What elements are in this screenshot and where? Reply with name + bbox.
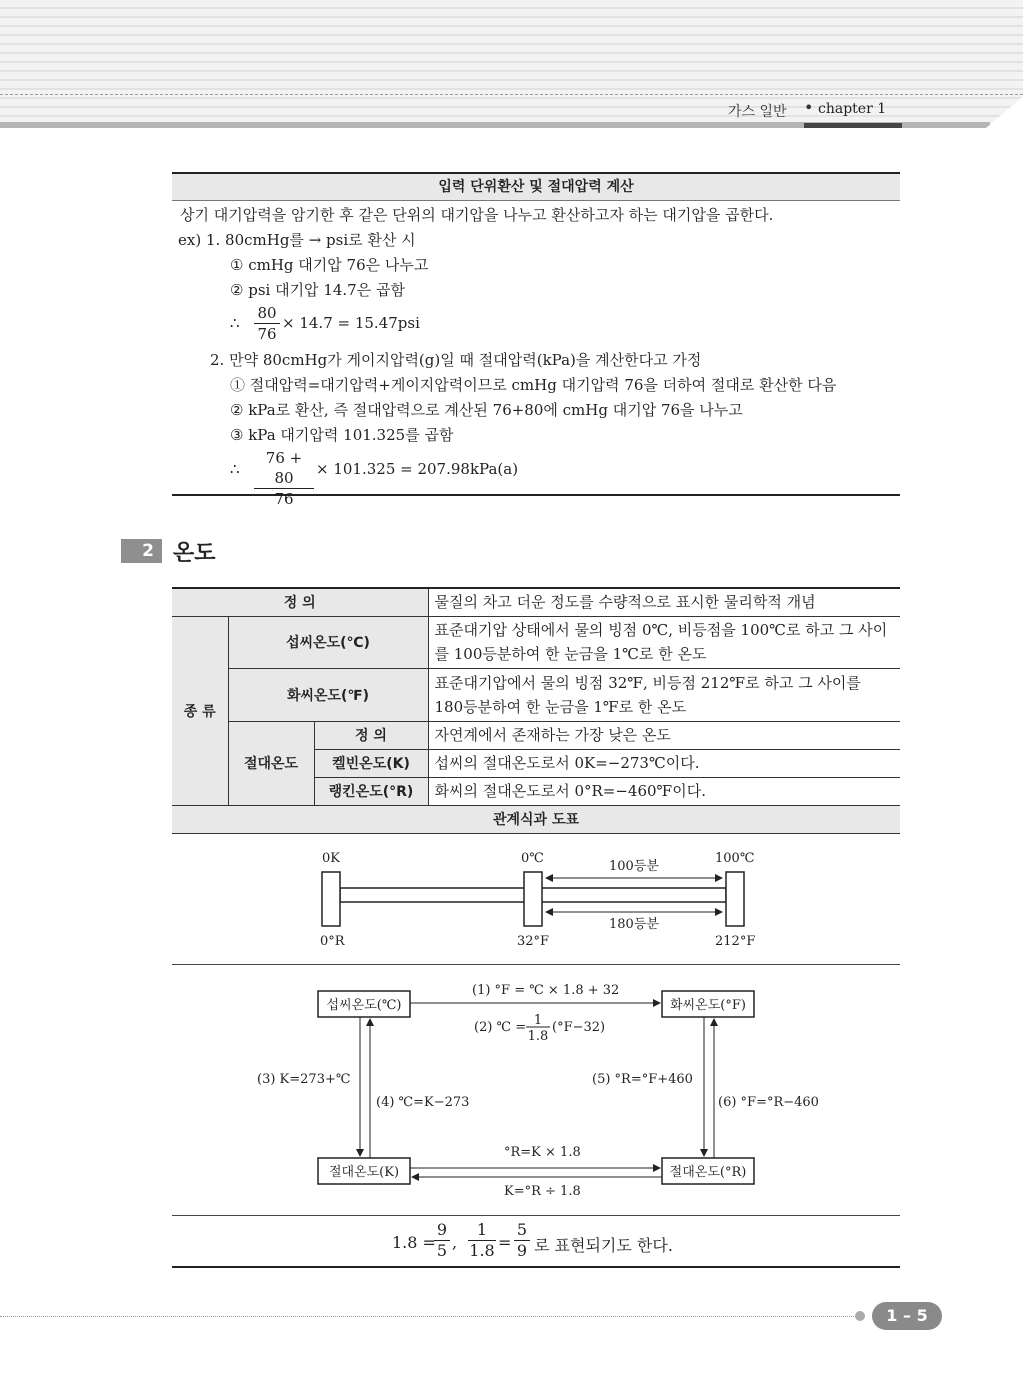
label-0r: 0°R [320,934,345,949]
example1-fraction-numerator: 80 [254,303,280,324]
scale-cap-absolute-zero [322,872,340,926]
formula-fraction-numerator: 5 [514,1220,530,1241]
table-row [172,588,900,616]
relation-5: (5) °R=°F+460 [592,1072,693,1087]
formula-fraction-1-1.8 [468,1220,496,1261]
example1-fraction-denominator: 76 [257,325,277,343]
table-row [172,616,900,668]
formula-fraction-denominator: 9 [516,1241,528,1260]
label-0k: 0K [322,851,340,866]
label-32f: 32°F [517,934,550,949]
example2-step1: ① 절대압력=대기압력+게이지압력이므로 cmHg 대기압력 76을 더하여 절대로 환산한 다음 [230,376,837,394]
formula-fraction-denominator: 1.8 [469,1241,495,1260]
lower-span-label: 180등분 [609,917,659,932]
definition-text: 물질의 차고 더운 정도를 수량적으로 표시한 물리학적 개념 [428,588,900,616]
box-rankine-label: 절대온도(°R) [669,1165,747,1180]
relation-6: (6) °F=°R−460 [718,1095,819,1110]
formula-comma: , [452,1233,458,1252]
rankine-label: 랭킨온도(°R) [314,777,428,805]
conversion-relations-diagram [172,965,900,1216]
relations-svg [172,965,900,1215]
example1-therefore: ∴ [230,314,240,332]
example2-step3: ③ kPa 대기압력 101.325를 곱함 [230,426,454,444]
label-212f: 212°F [715,934,756,949]
absolute-definition-label: 정 의 [314,721,428,749]
relation-label: 관계식과 도표 [172,805,900,833]
scale-svg [172,832,900,964]
example2-therefore: ∴ [230,460,240,478]
section-number-badge: 2 [121,539,162,563]
absolute-temp-label: 절대온도 [228,721,314,805]
rankine-text: 화씨의 절대온도로서 0°R=−460℉이다. [428,777,900,805]
box-kelvin-label: 절대온도(K) [328,1165,400,1180]
example2-fraction-numerator: 76 + 80 [254,448,314,489]
scale-bar-right [540,888,726,902]
formula-fraction-9-5 [434,1220,450,1261]
fahrenheit-text: 표준대기압에서 물의 빙점 32℉, 비등점 212℉로 하고 그 사이를 180등분하여 한 눈금을 1℉로 한 온도 [428,668,900,721]
label-100c: 100℃ [715,851,755,866]
unit-conversion-box [172,172,900,508]
formula-fraction-numerator: 9 [434,1220,450,1241]
example1-fraction [254,303,280,344]
example2-step2: ② kPa로 환산, 즉 절대압력으로 계산된 76+80에 cmHg 대기압 76을 나누고 [230,401,743,419]
unit-conversion-title: 입력 단위환산 및 절대압력 계산 [172,172,900,201]
box-celsius-label: 섭씨온도(℃) [326,998,402,1013]
temperature-scale-diagram [172,832,900,965]
relation-2-suffix: (°F−32) [552,1020,606,1035]
celsius-label: 섭씨온도(℃) [228,616,428,668]
relation-7: °R=K × 1.8 [504,1145,581,1160]
footer-dot-icon [855,1311,865,1321]
definition-label: 정 의 [172,588,428,616]
scale-cap-freezing [524,872,542,926]
kelvin-text: 섭씨의 절대온도로서 0K=−273℃이다. [428,749,900,777]
box-fahrenheit-label: 화씨온도(°F) [670,998,746,1013]
example2-fraction [254,448,314,509]
absolute-definition-text: 자연계에서 존재하는 가장 낮은 온도 [428,721,900,749]
formula-lhs: 1.8 = [392,1233,436,1252]
relation-2-prefix: (2) ℃ = [474,1020,527,1035]
formula-fraction-5-9 [514,1220,530,1261]
example1-heading: ex) 1. 80cmHg를 → psi로 환산 시 [178,231,416,249]
section-title: 온도 [173,541,216,566]
chapter-subject: 가스 일반 [728,104,787,120]
example2-fraction-denominator: 76 [274,490,294,508]
relation-8: K=°R ÷ 1.8 [504,1184,581,1199]
intro-text: 상기 대기압력을 암기한 후 같은 단위의 대기압을 나누고 환산하고자 하는 대기압을 곱한다. [180,206,774,224]
temperature-table [172,587,900,834]
table-row [172,721,900,749]
relation-4: (4) ℃=K−273 [376,1095,470,1110]
chapter-label: chapter 1 [818,101,887,117]
header-dash-line [0,94,1023,95]
relation-3: (3) K=273+℃ [257,1072,351,1087]
upper-span-label: 100등분 [609,859,659,874]
example1-result: × 14.7 = 15.47psi [282,314,420,332]
relation-1: (1) °F = ℃ × 1.8 + 32 [472,983,620,998]
relation-2-numerator: 1 [533,1013,543,1028]
example2-result: × 101.325 = 207.98kPa(a) [316,460,519,478]
example1-step2: ② psi 대기압 14.7은 곱함 [230,281,405,299]
relation-2-denominator: 1.8 [527,1029,549,1044]
formula-equals: = [498,1233,512,1252]
chapter-bar [804,123,902,128]
scale-cap-boiling [726,872,744,926]
table-row [172,668,900,721]
formula-strip [172,1216,900,1268]
scale-bar-left [340,888,538,902]
label-0c: 0℃ [521,851,544,866]
example1-step1: ① cmHg 대기압 76은 나누고 [230,256,429,274]
formula-fraction-numerator: 1 [468,1220,496,1241]
fahrenheit-label: 화씨온도(℉) [228,668,428,721]
chapter-tab [700,96,902,124]
formula-fraction-denominator: 5 [436,1241,448,1260]
kelvin-label: 켈빈온도(K) [314,749,428,777]
header-wedge [986,94,1023,128]
kind-label: 종 류 [172,616,228,805]
page-number: 1 – 5 [872,1302,942,1330]
formula-tail: 로 표현되기도 한다. [534,1236,673,1255]
chapter-bullet-icon: • [804,98,814,117]
table-row [172,805,900,833]
footer-dotted-line [0,1316,858,1317]
celsius-text: 표준대기압 상태에서 물의 빙점 0℃, 비등점을 100℃로 하고 그 사이를 100등분하여 한 눈금을 1℃로 한 온도 [428,616,900,668]
example2-heading: 2. 만약 80cmHg가 게이지압력(g)일 때 절대압력(kPa)을 계산한다고 가정 [210,351,702,369]
